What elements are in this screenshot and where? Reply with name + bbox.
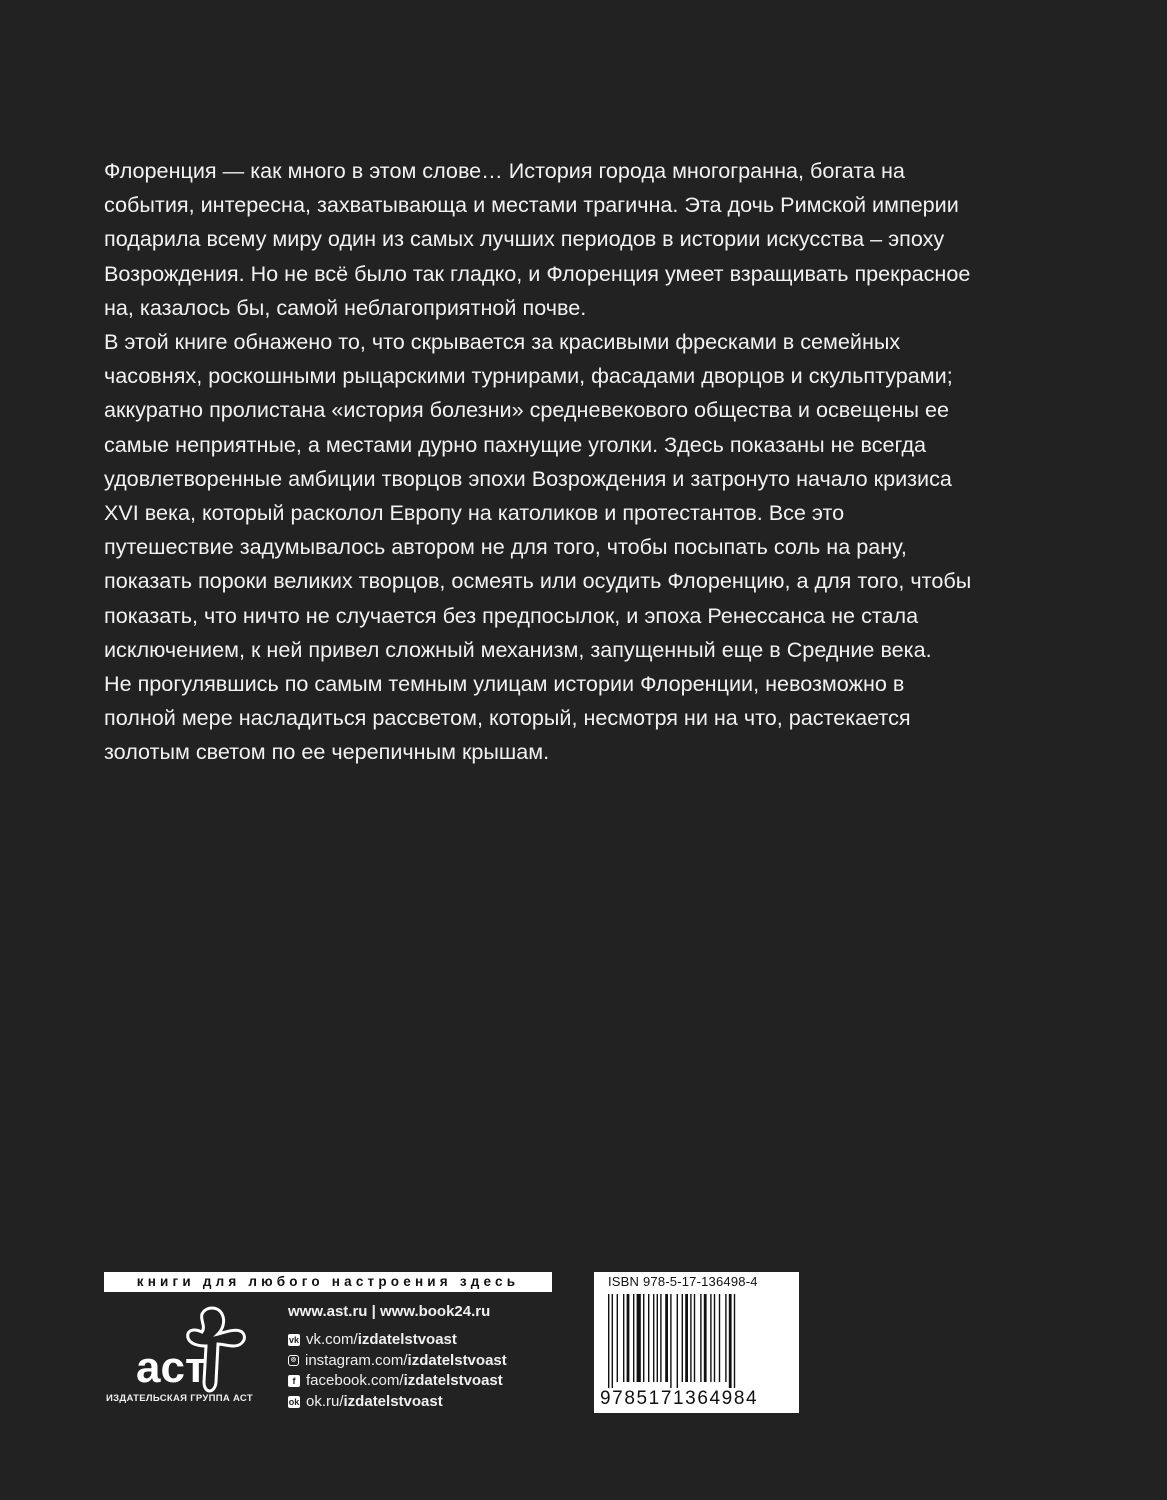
barcode-bar	[685, 1294, 688, 1382]
social-handle: izdatelstvoast	[407, 1351, 507, 1369]
social-link-facebook[interactable]	[288, 1371, 507, 1392]
vk-icon: vk	[288, 1335, 299, 1346]
barcode-bar	[670, 1294, 671, 1388]
barcode-bar	[704, 1294, 707, 1382]
description-paragraph-2: В этой книге обнажено то, что скрывается за красивыми фресками в семейных часовнях, роскошными рыцарскими турнирами, фасадами дворцов и скульптурами; аккуратно пролистана «история болезни» средневекового общества и освещены ее самые неприятные, а местами дурно пахнущие уголки. Здесь показаны не всегда удовлетворенные амбиции творцов эпохи Возрождения и затронуто начало кризиса XVI века, который расколол Европу на католиков и протестантов. Все это путешествие задумывалось автором не для того, чтобы посыпать соль на рану, показать пороки великих творцов, осмеять или осудить Флоренцию, а для того, чтобы показать, что ничто не случается без предпосылок, и эпоха Ренессанса не стала исключением, к ней привел сложный механизм, запущенный еще в Средние века.	[104, 329, 972, 662]
barcode-bar	[734, 1294, 735, 1388]
barcode-bar	[653, 1294, 654, 1382]
barcode-bar	[690, 1294, 691, 1382]
isbn-label: ISBN 978-5-17-136498-4	[608, 1274, 758, 1289]
barcode-bar	[612, 1294, 613, 1388]
ast-logo	[118, 1302, 268, 1406]
barcode-bar	[682, 1294, 683, 1382]
barcode-bar	[623, 1294, 624, 1382]
barcode-bar	[637, 1294, 641, 1382]
barcode-bar	[617, 1294, 618, 1382]
facebook-icon: f	[288, 1375, 300, 1387]
barcode-bar	[710, 1294, 711, 1382]
ast-logo-icon	[118, 1302, 268, 1402]
social-handle: izdatelstvoast	[357, 1331, 457, 1348]
barcode-bar	[714, 1294, 715, 1382]
barcode-bar	[725, 1294, 726, 1382]
description-paragraph-1: Флоренция — как много в этом слове… История города многогранна, богата на события, интересна, захватывающа и местами трагична. Эта дочь Римской империи подарила всему миру один из самых лучших периодов в истории искусства – эпоху Возрождения. Но не всё было так гладко, и Флоренция умеет взращивать прекрасное на, казалось бы, самой неблагоприятной почве.	[104, 158, 971, 320]
barcode-bar	[719, 1294, 720, 1382]
publisher-links	[288, 1303, 507, 1412]
book-description	[104, 154, 974, 770]
barcode-bar	[608, 1294, 609, 1388]
social-prefix: facebook.com/	[306, 1372, 404, 1389]
ok-icon: ok	[288, 1396, 300, 1407]
social-handle: izdatelstvoast	[343, 1392, 443, 1410]
barcode-icon	[608, 1294, 788, 1388]
barcode-bar	[657, 1294, 658, 1382]
social-link-vk[interactable]	[288, 1330, 507, 1351]
svg-text:аст: аст	[136, 1343, 207, 1392]
instagram-icon: ◎	[288, 1355, 299, 1366]
tagline-banner: книги для любого настроения здесь	[104, 1272, 552, 1292]
social-prefix: ok.ru/	[306, 1392, 344, 1410]
ean-digits: 9785171364984	[600, 1388, 759, 1409]
social-handle: izdatelstvoast	[403, 1372, 503, 1389]
website-links[interactable]: www.ast.ru | www.book24.ru	[288, 1303, 491, 1320]
barcode-bar	[643, 1294, 644, 1382]
barcode-bar	[627, 1294, 630, 1382]
barcode-bar	[648, 1294, 649, 1382]
barcode-bar	[694, 1294, 695, 1382]
barcode-bar	[700, 1294, 701, 1382]
description-paragraph-3: Не прогулявшись по самым темным улицам истории Флоренции, невозможно в полной мере насладиться рассветом, который, несмотря ни на что, растекается золотым светом по ее черепичным крышам.	[104, 671, 911, 765]
barcode-bar	[660, 1294, 661, 1382]
social-prefix: instagram.com/	[305, 1351, 408, 1369]
barcode-bar	[633, 1294, 634, 1382]
barcode-bar	[677, 1294, 678, 1388]
isbn-barcode	[594, 1272, 799, 1413]
barcode-bar	[729, 1294, 732, 1388]
social-link-ok[interactable]	[288, 1392, 507, 1413]
publisher-name: ИЗДАТЕЛЬСКАЯ ГРУППА АСТ	[106, 1393, 253, 1404]
social-link-instagram[interactable]	[288, 1351, 507, 1372]
barcode-bar	[665, 1294, 668, 1382]
social-prefix: vk.com/	[306, 1331, 358, 1348]
